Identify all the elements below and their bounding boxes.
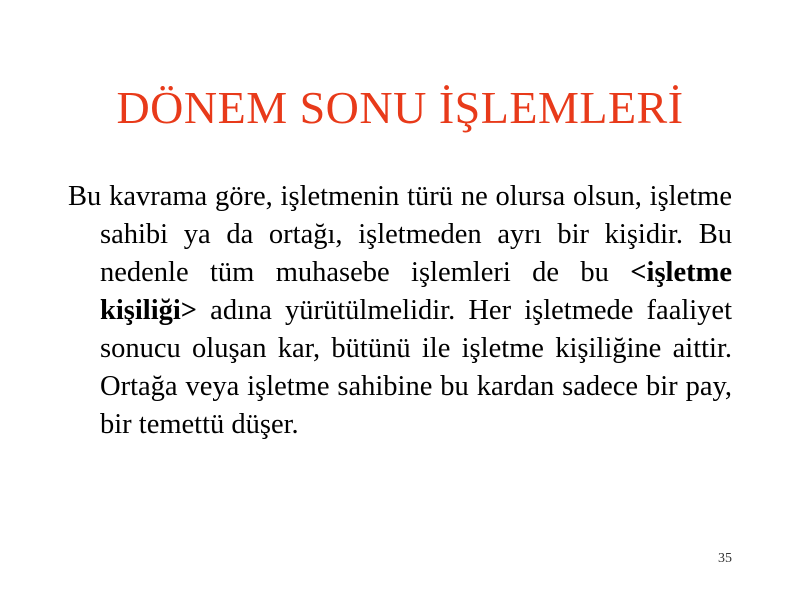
slide-title: DÖNEM SONU İŞLEMLERİ — [116, 82, 684, 133]
body-text-before: Bu kavrama göre, işletmenin türü ne olursa olsun, işletme sahibi ya da ortağı, işletmeden ayrı bir kişidir. Bu nedenle tüm muhasebe işlemleri de bu — [68, 181, 732, 288]
page-number: 35 — [718, 551, 732, 566]
body-text-after: adına yürütülmelidir. Her işletmede faaliyet sonucu oluşan kar, bütünü ile işletme kişiliğine aittir. Ortağa veya işletme sahibine bu kardan sadece bir pay, bir temettü düşer. — [100, 295, 732, 440]
body-emphasis: <işletme kişiliği> — [100, 257, 732, 326]
slide-body-paragraph — [68, 178, 732, 444]
